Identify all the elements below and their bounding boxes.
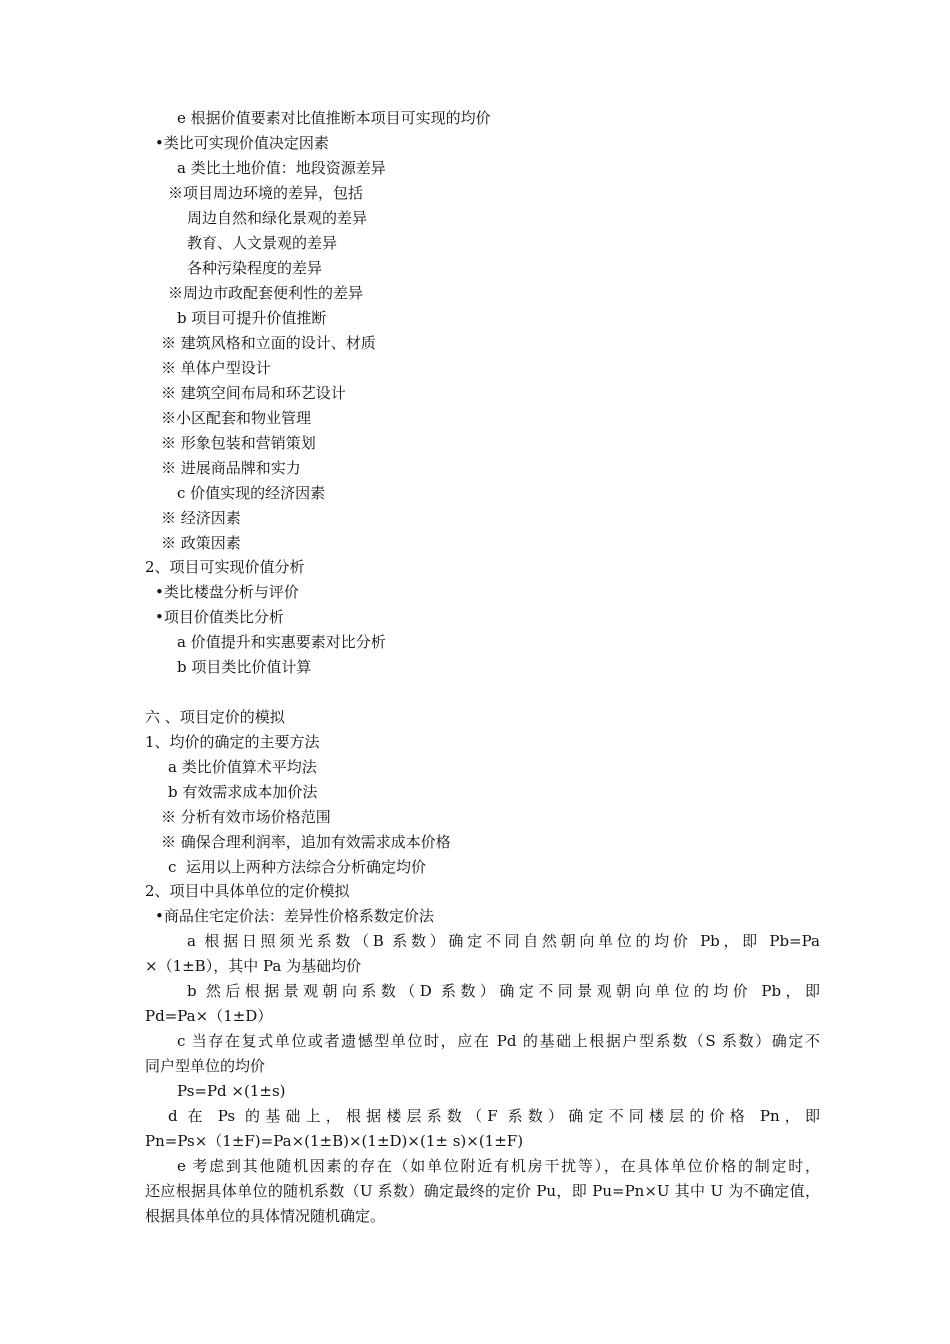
formula-line: Ps=Pd ×(1±s) [177, 1082, 286, 1100]
text-line: b 项目类比价值计算 [177, 658, 312, 676]
text-line: ※ 建筑风格和立面的设计、材质 [161, 334, 376, 352]
text-line: ※ 单体户型设计 [161, 359, 271, 377]
text-line: e 根据价值要素对比值推断本项目可实现的均价 [177, 109, 491, 127]
text-line: a 类比土地价值：地段资源差异 [177, 159, 386, 177]
paragraph-line: ×（1±B），其中 Pa 为基础均价 [145, 957, 362, 975]
paragraph-line: 根据具体单位的具体情况随机确定。 [145, 1207, 386, 1225]
paragraph-line: Pd=Pa×（1±D） [145, 1007, 273, 1025]
paragraph-line: a 根据日照须光系数（B 系数）确定不同自然朝向单位的均价 Pb，即 Pb=Pa [187, 932, 820, 950]
text-line: ※ 建筑空间布局和环艺设计 [161, 384, 346, 402]
section-heading: 2、项目中具体单位的定价模拟 [145, 882, 350, 900]
chapter-heading: 六 、项目定价的模拟 [145, 708, 285, 726]
text-line: ※项目周边环境的差异，包括 [168, 184, 364, 202]
text-line: 各种污染程度的差异 [187, 259, 323, 277]
text-line: ※ 分析有效市场价格范围 [161, 808, 331, 826]
section-heading: 1、均价的确定的主要方法 [145, 733, 320, 751]
paragraph-line: 同户型单位的均价 [145, 1057, 266, 1075]
bullet-line: •类比楼盘分析与评价 [155, 583, 299, 601]
text-line: ※小区配套和物业管理 [161, 409, 312, 427]
text-line: ※ 经济因素 [161, 509, 241, 527]
text-line: ※周边市政配套便利性的差异 [168, 284, 364, 302]
text-line: 周边自然和绿化景观的差异 [187, 209, 368, 227]
section-heading: 2、项目可实现价值分析 [145, 558, 305, 576]
text-line: ※ 形象包装和营销策划 [161, 434, 316, 452]
text-line: ※ 进展商品牌和实力 [161, 459, 301, 477]
text-line: 教育、人文景观的差异 [187, 234, 338, 252]
text-line: b 项目可提升价值推断 [177, 309, 327, 327]
text-line: a 类比价值算术平均法 [168, 758, 317, 776]
paragraph-line: b 然后根据景观朝向系数（D 系数）确定不同景观朝向单位的均价 Pb，即 [187, 982, 820, 1000]
paragraph-line: d 在 Ps 的基础上，根据楼层系数（F 系数）确定不同楼层的价格 Pn，即 [168, 1107, 820, 1125]
text-line: b 有效需求成本加价法 [168, 783, 318, 801]
text-line: c 价值实现的经济因素 [177, 484, 326, 502]
text-line: ※ 确保合理利润率，追加有效需求成本价格 [161, 833, 451, 851]
paragraph-line: e 考虑到其他随机因素的存在（如单位附近有机房干扰等），在具体单位价格的制定时， [177, 1157, 820, 1175]
text-line: ※ 政策因素 [161, 534, 241, 552]
text-line: a 价值提升和实惠要素对比分析 [177, 633, 386, 651]
paragraph-line: c 当存在复式单位或者遗憾型单位时，应在 Pd 的基础上根据户型系数（S 系数）确定不 [177, 1032, 820, 1050]
bullet-line: •商品住宅定价法：差异性价格系数定价法 [155, 907, 434, 925]
text-line: c 运用以上两种方法综合分析确定均价 [168, 858, 426, 876]
bullet-line: •类比可实现价值决定因素 [155, 134, 329, 152]
bullet-line: •项目价值类比分析 [155, 608, 284, 626]
formula-line: Pn=Ps×（1±F)=Pa×(1±B)×(1±D)×(1± s)×(1±F) [145, 1132, 524, 1150]
paragraph-line: 还应根据具体单位的随机系数（U 系数）确定最终的定价 Pu，即 Pu=Pn×U 其中 U 为不确定值， [145, 1182, 820, 1200]
